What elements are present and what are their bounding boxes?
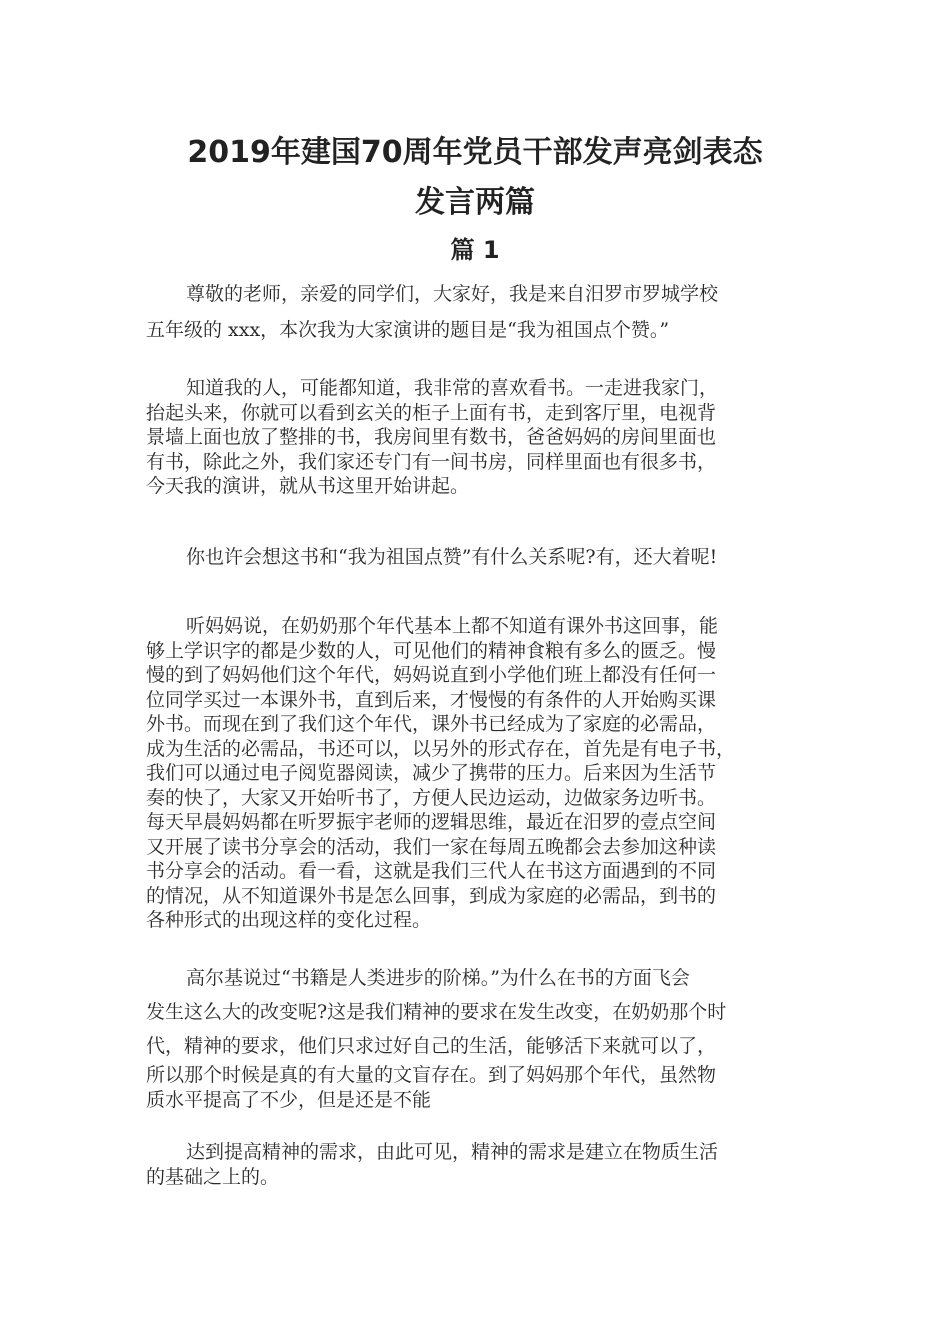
paragraph-line: 知道我的人，可能都知道，我非常的喜欢看书。一走进我家门， [186,377,719,399]
paragraph-line: 你也许会想这书和“我为祖国点赞”有什么关系呢?有，还大着呢! [186,546,718,568]
paragraph-line: 五年级的 xxx，本次我为大家演讲的题目是“我为祖国点个赞。” [146,319,670,341]
paragraph-line: 达到提高精神的需求，由此可见，精神的需求是建立在物质生活 [186,1141,719,1163]
paragraph-line: 代，精神的要求，他们只求过好自己的生活，能够活下来就可以了， [146,1035,717,1057]
paragraph-line: 发生这么大的改变呢?这是我们精神的要求在发生改变，在奶奶那个时 [146,1001,727,1023]
paragraph-line: 我们可以通过电子阅览器阅读，减少了携带的压力。后来因为生活节 [146,762,717,784]
paragraph-line: 的情况，从不知道课外书是怎么回事，到成为家庭的必需品，到书的 [146,884,717,907]
document-title-line-2: 发言两篇 [415,185,535,220]
paragraph-line: 奏的快了，大家又开始听书了，方便人民边运动，边做家务边听书。 [146,786,717,809]
paragraph-line: 位同学买过一本课外书，直到后来，才慢慢的有条件的人开始购买课 [146,688,717,711]
paragraph-line: 听妈妈说，在奶奶那个年代基本上都不知道有课外书这回事，能 [186,615,719,637]
paragraph-5 [146,961,826,1112]
paragraph-2 [146,376,826,499]
paragraph-line: 今天我的演讲，就从书这里开始讲起。 [146,475,470,497]
paragraph-line: 成为生活的必需品，书还可以，以另外的形式存在，首先是有电子书， [146,737,736,760]
paragraph-line: 所以那个时候是真的有大量的文盲存在。到了妈妈那个年代，虽然物 [146,1064,717,1086]
paragraph-4 [146,614,826,933]
paragraph-line: 的基础之上的。 [146,1165,280,1188]
paragraph-line: 质水平提高了不少，但是还是不能 [146,1088,432,1111]
section-heading: 篇 1 [450,236,500,264]
paragraph-line: 各种形式的出现这样的变化过程。 [146,909,432,931]
document-title-line-1: 2019年建国70周年党员干部发声亮剑表态 [187,135,763,170]
paragraph-line: 慢的到了妈妈他们这个年代，妈妈说直到小学他们班上都没有任何一 [146,664,717,686]
paragraph-line: 又开展了读书分享会的活动，我们一家在每周五晚都会去参加这种读 [146,835,717,858]
paragraph-line: 尊敬的老师，亲爱的同学们，大家好，我是来自汨罗市罗城学校 [186,283,719,305]
paragraph-6 [146,1140,826,1189]
paragraph-line: 书分享会的活动。看一看，这就是我们三代人在书这方面遇到的不同 [146,860,717,882]
paragraph-line: 景墙上面也放了整排的书，我房间里有数书，爸爸妈妈的房间里面也 [146,426,717,448]
paragraph-line: 够上学识字的都是少数的人，可见他们的精神食粮有多么的匮乏。慢 [146,639,717,662]
paragraph-line: 抬起头来，你就可以看到玄关的柜子上面有书，走到客厅里，电视背 [146,401,717,424]
paragraph-line: 外书。而现在到了我们这个年代，课外书已经成为了家庭的必需品， [146,713,717,735]
paragraph-1 [146,276,826,348]
paragraph-line: 有书，除此之外，我们家还专门有一间书房，同样里面也有很多书， [146,450,717,473]
paragraph-3 [146,545,826,570]
paragraph-line: 每天早晨妈妈都在听罗振宇老师的逻辑思维，最近在汨罗的壹点空间 [146,811,717,833]
paragraph-line: 高尔基说过“书籍是人类进步的阶梯。”为什么在书的方面飞会 [186,967,690,989]
